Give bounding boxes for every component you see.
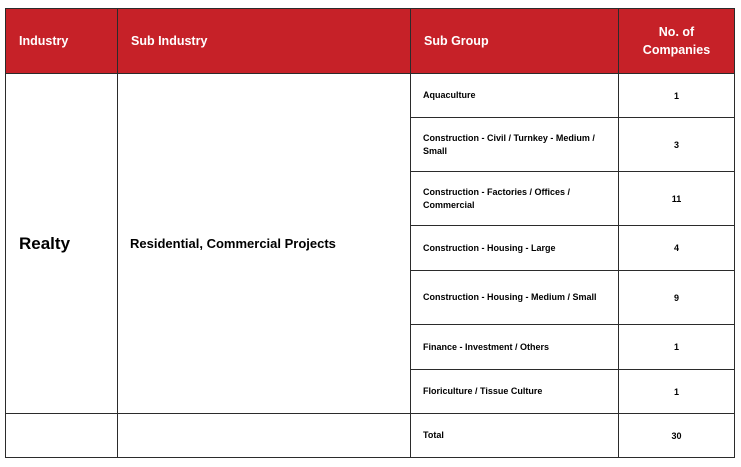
company-count-cell: 1 (618, 369, 735, 414)
header-industry: Industry (5, 8, 118, 74)
sub-group-cell: Construction - Housing - Medium / Small (410, 270, 619, 325)
header-no-of-companies: No. of Companies (618, 8, 735, 74)
sub-group-cell: Construction - Civil / Turnkey - Medium / Small (410, 117, 619, 172)
total-industry-cell (5, 413, 118, 458)
header-sub-industry: Sub Industry (117, 8, 411, 74)
header-sub-group: Sub Group (410, 8, 619, 74)
total-count: 30 (618, 413, 735, 458)
sub-group-cell: Floriculture / Tissue Culture (410, 369, 619, 414)
company-count-cell: 1 (618, 324, 735, 370)
sub-group-cell: Finance - Investment / Others (410, 324, 619, 370)
sub-group-cell: Construction - Factories / Offices / Commercial (410, 171, 619, 226)
total-sub-industry-cell (117, 413, 411, 458)
sub-group-cell: Aquaculture (410, 73, 619, 118)
company-count-cell: 9 (618, 270, 735, 325)
company-count-cell: 11 (618, 171, 735, 226)
company-count-cell: 1 (618, 73, 735, 118)
company-count-cell: 3 (618, 117, 735, 172)
sub-industry-cell: Residential, Commercial Projects (117, 73, 411, 414)
company-count-cell: 4 (618, 225, 735, 271)
companies-table (5, 8, 735, 458)
sub-group-cell: Construction - Housing - Large (410, 225, 619, 271)
industry-cell: Realty (5, 73, 118, 414)
total-label: Total (410, 413, 619, 458)
